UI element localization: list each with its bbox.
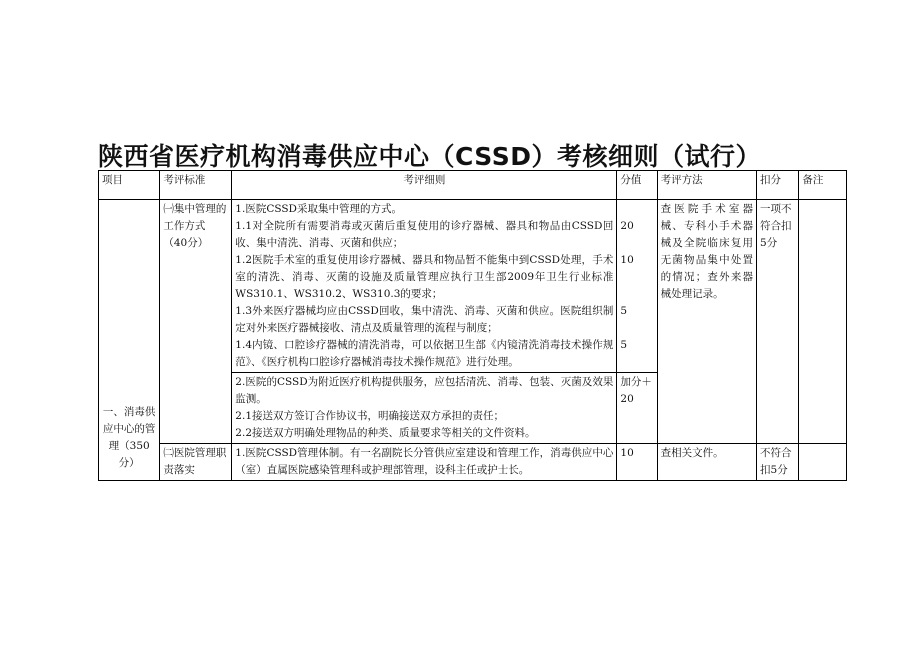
header-project: 项目	[99, 171, 160, 200]
detail-line: 1.医院CSSD管理体制。有一名副院长分管供应室建设和管理工作，消毒供应中心（室）直属医院感染管理科或护理部管理，设科主任或护士长。	[235, 447, 614, 476]
detail-line: 1.2医院手术室的重复使用诊疗器械、器具和物品暂不能集中到CSSD处理，手术室的清洗、消毒、灭菌的设施及质量管理应执行卫生部2009年卫生行业标准WS310.1、WS310.2、WS310.3的要求；	[235, 254, 614, 300]
header-method: 考评方法	[657, 171, 756, 200]
document-title: 陕西省医疗机构消毒供应中心（CSSD）考核细则（试行）	[98, 142, 761, 171]
detail-line: 2.1接送双方签订合作协议书，明确接送双方承担的责任；	[235, 410, 504, 422]
standard-cell: ㈠集中管理的工作方式（40分）	[160, 200, 232, 444]
score-value: 5	[620, 305, 628, 317]
score-cell: 10	[617, 444, 657, 481]
details-cell	[232, 200, 617, 373]
header-details: 考评细则	[232, 171, 617, 200]
detail-line: 1.医院CSSD采取集中管理的方式。	[235, 203, 402, 215]
remark-cell	[799, 444, 847, 481]
detail-line: 2.2接送双方明确处理物品的种类、质量要求等相关的文件资料。	[235, 427, 536, 439]
header-remark: 备注	[799, 171, 847, 200]
assessment-table	[98, 170, 847, 481]
details-cell	[232, 444, 617, 481]
table-header-row	[99, 171, 847, 200]
details-cell	[232, 373, 617, 444]
standard-cell: ㈡医院管理职责落实	[160, 444, 232, 481]
score-value: 10	[620, 254, 634, 266]
deduct-cell: 不符合扣5分	[757, 444, 799, 481]
detail-line: 2.医院的CSSD为附近医疗机构提供服务，应包括清洗、消毒、包装、灭菌及效果监测。	[235, 376, 614, 405]
table-row	[99, 200, 847, 373]
detail-line: 1.3外来医疗器械均应由CSSD回收，集中清洗、消毒、灭菌和供应。医院组织制定对外来医疗器械接收、清点及质量管理的流程与制度；	[235, 305, 614, 334]
method-cell: 查相关文件。	[657, 444, 756, 481]
header-score: 分值	[617, 171, 657, 200]
score-cell	[617, 200, 657, 373]
score-cell: 加分＋20	[617, 373, 657, 444]
deduct-cell: 一项不符合扣5分	[757, 200, 799, 444]
header-standard: 考评标准	[160, 171, 232, 200]
score-value: 20	[620, 220, 634, 232]
project-cell: 一、消毒供应中心的管理（350分）	[99, 200, 160, 481]
score-value: 5	[620, 339, 628, 351]
detail-line: 1.4内镜、口腔诊疗器械的清洗消毒，可以依据卫生部《内镜清洗消毒技术操作规范》、《医疗机构口腔诊疗器械消毒技术操作规范》进行处理。	[235, 339, 614, 368]
table-row	[99, 444, 847, 481]
method-cell: 查医院手术室器械、专科小手术器械及全院临床复用无菌物品集中处置的情况；查外来器械处理记录。	[657, 200, 756, 444]
header-deduct: 扣分	[757, 171, 799, 200]
remark-cell	[799, 200, 847, 444]
detail-line: 1.1对全院所有需要消毒或灭菌后重复使用的诊疗器械、器具和物品由CSSD回收、集中清洗、消毒、灭菌和供应；	[235, 220, 614, 249]
